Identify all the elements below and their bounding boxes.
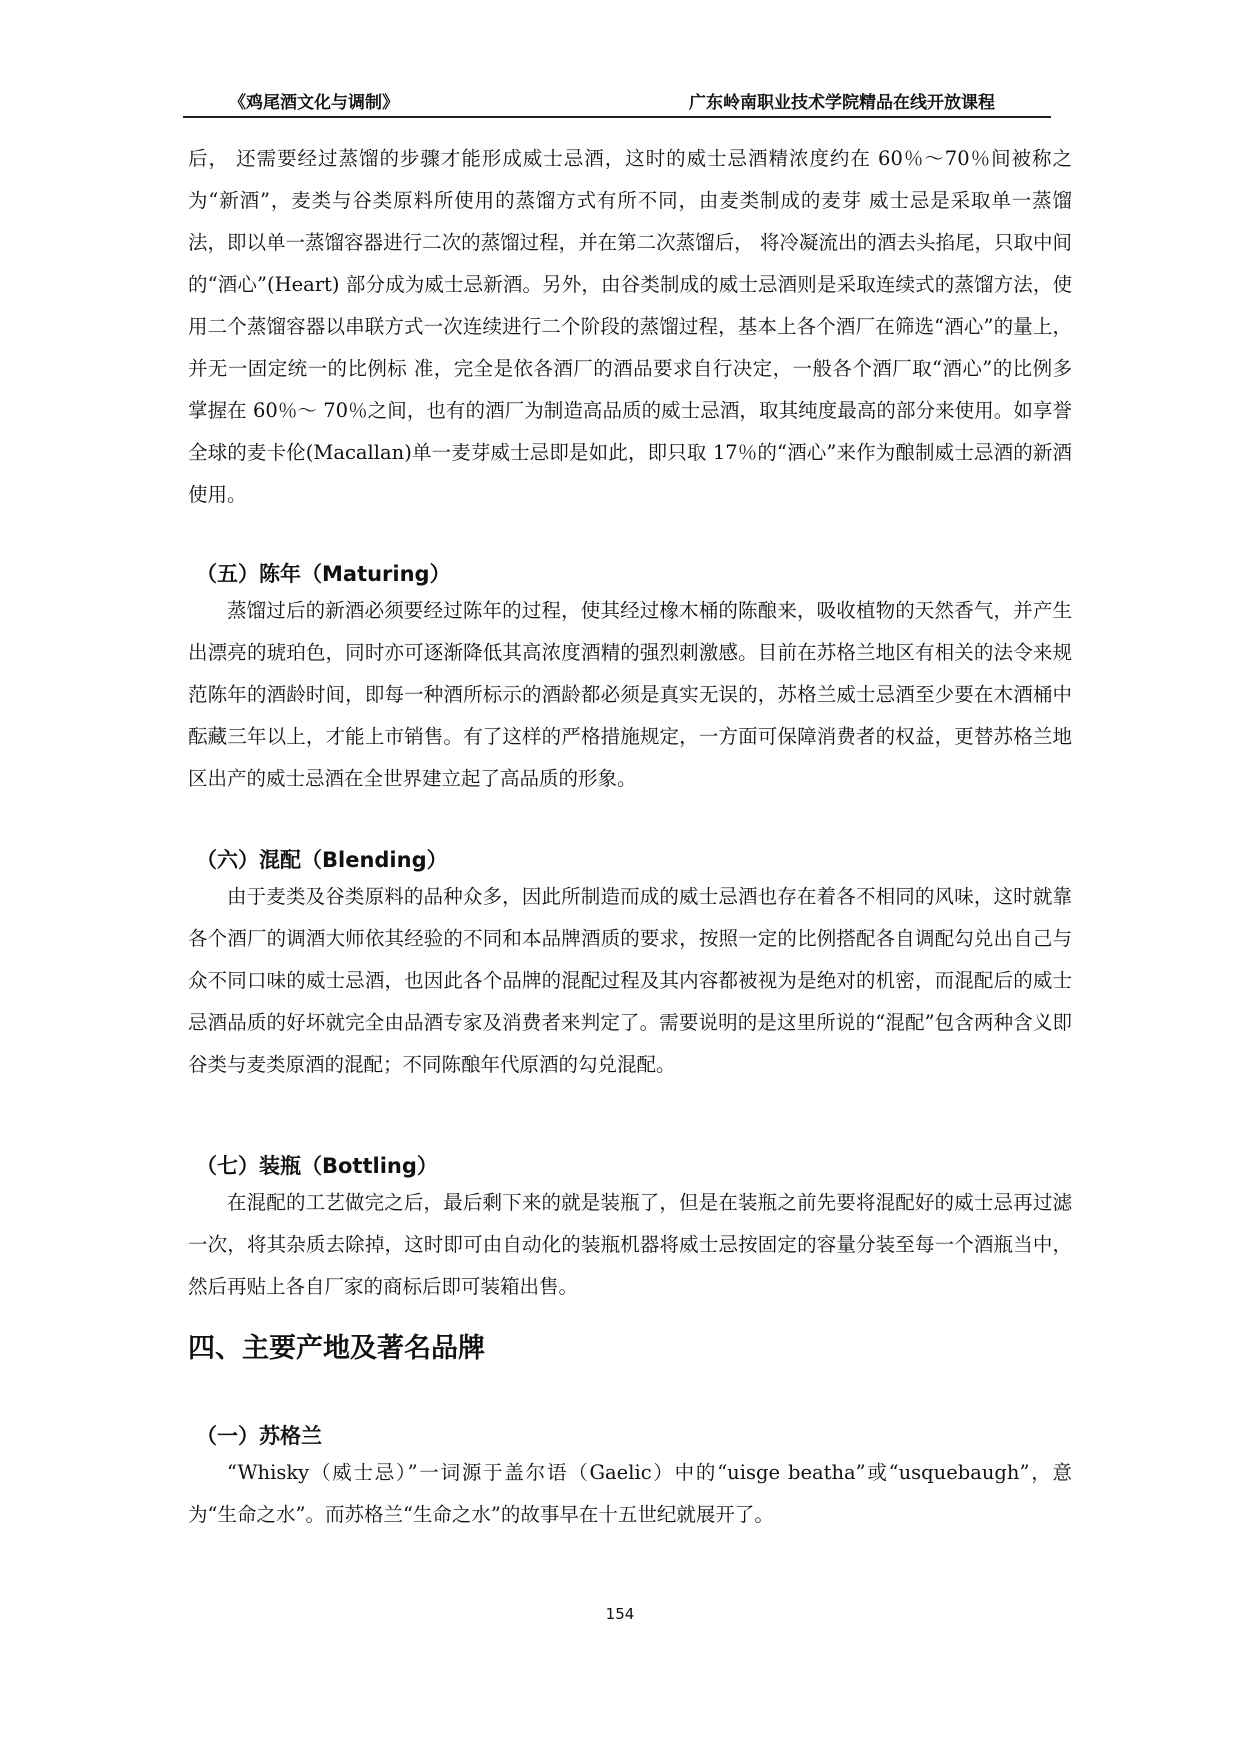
book-title: 《鸡尾酒文化与调制》 <box>229 93 399 113</box>
scotland-paragraph: “Whisky（威士忌）”一词源于盖尔语（Gaelic）中的“uisge beatha”或“usquebaugh”，意为“生命之水”。而苏格兰“生命之水”的故事早在十五世纪就展开了。 <box>188 1461 1072 1526</box>
blending-paragraph: 由于麦类及谷类原料的品种众多，因此所制造而成的威士忌酒也存在着各不相同的风味，这时就靠各个酒厂的调酒大师依其经验的不同和本品牌酒质的要求，按照一定的比例搭配各自调配勾兑出自己与众不同口味的威士忌酒，也因此各个品牌的混配过程及其内容都被视为是绝对的机密，而混配后的威士忌酒品质的好坏就完全由品酒专家及消费者来判定了。需要说明的是这里所说的“混配”包含两种含义即谷类与麦类原酒的混配；不同陈酿年代原酒的勾兑混配。 <box>188 885 1072 1076</box>
subheading-blending: （六）混配（Blending） <box>196 848 448 872</box>
page-header <box>183 86 1051 118</box>
section-heading: 四、主要产地及著名品牌 <box>188 1333 485 1364</box>
subheading-bottling: （七）装瓶（Bottling） <box>196 1154 438 1178</box>
course-title: 广东岭南职业技术学院精品在线开放课程 <box>689 93 995 113</box>
subheading-scotland: （一）苏格兰 <box>196 1424 322 1448</box>
page-number: 154 <box>605 1605 635 1623</box>
maturing-paragraph: 蒸馏过后的新酒必须要经过陈年的过程，使其经过橡木桶的陈酿来，吸收植物的天然香气，并产生出漂亮的琥珀色，同时亦可逐渐降低其高浓度酒精的强烈刺激感。目前在苏格兰地区有相关的法令来规范陈年的酒龄时间，即每一种酒所标示的酒龄都必须是真实无误的，苏格兰威士忌酒至少要在木酒桶中酝藏三年以上，才能上市销售。有了这样的严格措施规定，一方面可保障消费者的权益，更替苏格兰地区出产的威士忌酒在全世界建立起了高品质的形象。 <box>188 599 1072 790</box>
subheading-maturing: （五）陈年（Maturing） <box>196 562 451 586</box>
bottling-paragraph: 在混配的工艺做完之后，最后剩下来的就是装瓶了，但是在装瓶之前先要将混配好的威士忌再过滤一次，将其杂质去除掉，这时即可由自动化的装瓶机器将威士忌按固定的容量分装至每一个酒瓶当中，然后再贴上各自厂家的商标后即可装箱出售。 <box>188 1191 1072 1298</box>
intro-paragraph: 后， 还需要经过蒸馏的步骤才能形成威士忌酒，这时的威士忌酒精浓度约在 60％～70％间被称之为“新酒”，麦类与谷类原料所使用的蒸馏方式有所不同，由麦类制成的麦芽 威士忌是采取单一蒸馏法，即以单一蒸馏容器进行二次的蒸馏过程，并在第二次蒸馏后， 将冷凝流出的酒去头掐尾，只取中间的“酒心”(Heart) 部分成为威士忌新酒。另外，由谷类制成的威士忌酒则是采取连续式的蒸馏方法，使用二个蒸馏容器以串联方式一次连续进行二个阶段的蒸馏过程，基本上各个酒厂在筛选“酒心”的量上，并无一固定统一的比例标 准，完全是依各酒厂的酒品要求自行决定，一般各个酒厂取“酒心”的比例多掌握在 60％～ 70％之间，也有的酒厂为制造高品质的威士忌酒，取其纯度最高的部分来使用。如享誉全球的麦卡伦(Macallan)单一麦芽威士忌即是如此，即只取 17％的“酒心”来作为酿制威士忌酒的新酒使用。 <box>188 147 1072 506</box>
